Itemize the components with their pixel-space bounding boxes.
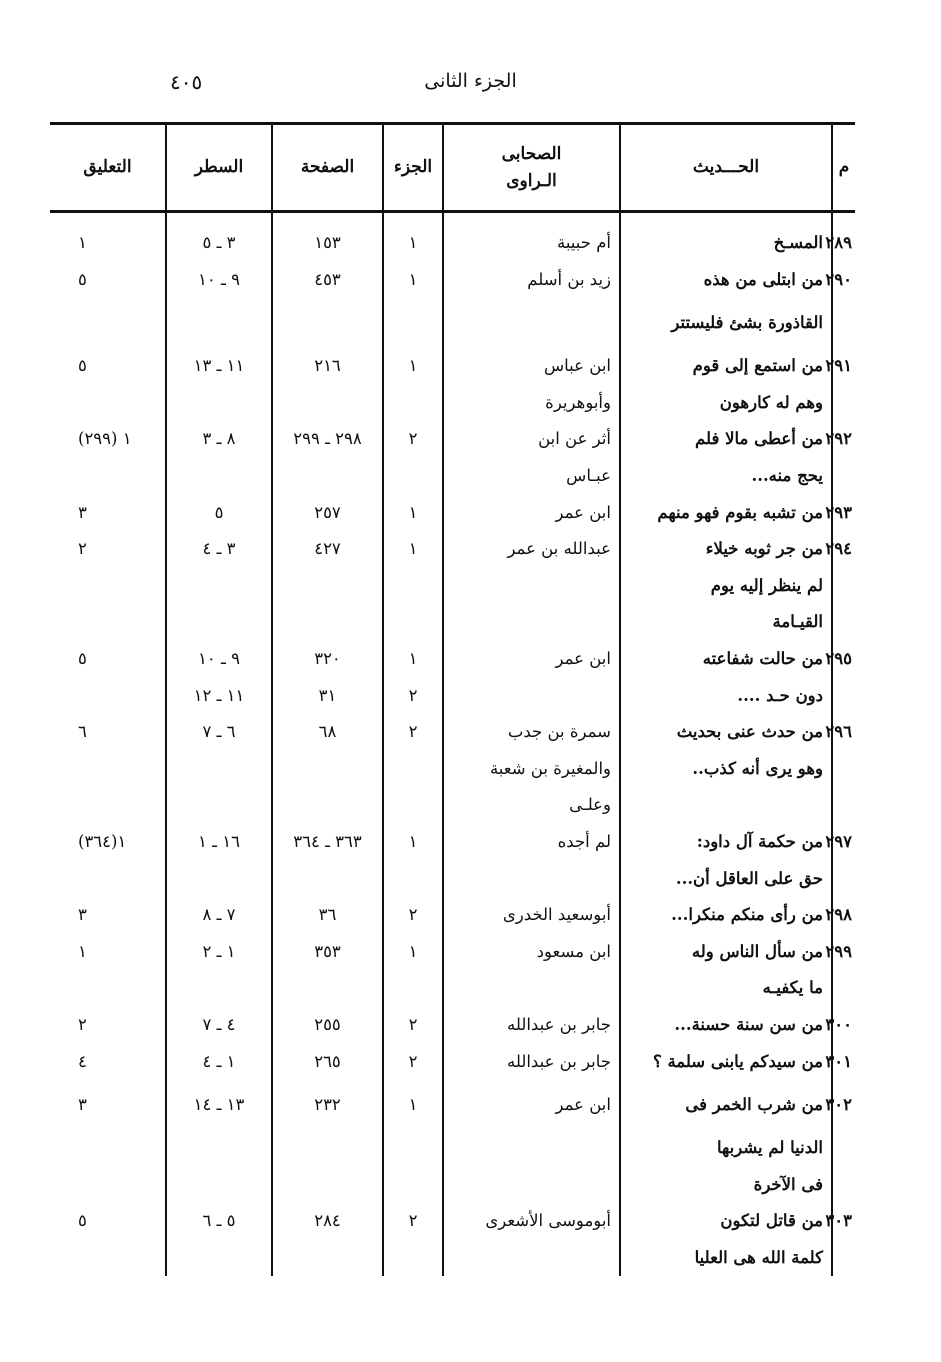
cell-line: ٩ ـ ١٠ [166,262,272,299]
cell-page: ٢٦٥ [272,1043,383,1080]
cell-juz: ٢ [383,678,443,715]
table-row [50,604,855,641]
cell-page: ٣٢٠ [272,641,383,678]
cell-sahabi: عبـاس [443,458,620,495]
cell-note: ٥ [78,269,87,289]
cell-num [832,751,855,788]
cell-note: ١ [78,233,87,253]
cell-line: ١٦ ـ ١ [166,824,272,861]
cell-sahabi: أم حبيبة [443,225,620,262]
table-row [50,970,855,1007]
cell-sahabi: ابن عمر [443,641,620,678]
cell-juz: ٢ [383,1043,443,1080]
cell-page: ٤٥٣ [272,262,383,299]
cell-page: ٣٦٣ ـ ٣٦٤ [272,824,383,861]
cell-line [166,385,272,422]
cell-num [832,1240,855,1277]
cell-juz: ١ [383,225,443,262]
cell-note [50,1240,166,1277]
cell-juz [383,298,443,348]
cell-hadith: من حكمة آل داود: [620,824,832,861]
cell-num [832,787,855,824]
table-row [50,298,855,348]
cell-line [166,298,272,348]
cell-sahabi: لم أجده [443,824,620,861]
table-row [50,787,855,824]
cell-hadith: فى الآخرة [620,1167,832,1204]
table-row [50,751,855,788]
cell-line [166,1240,272,1277]
table-row [50,1007,855,1044]
cell-hadith: القيـامة [620,604,832,641]
cell-line: ١ ـ ٢ [166,934,272,971]
cell-page [272,970,383,1007]
cell-line: ٣ ـ ٥ [166,225,272,262]
cell-hadith: لم ينظر إليه يوم [620,568,832,605]
table-row [50,495,855,532]
cell-sahabi: سمرة بن جدب [443,714,620,751]
cell-juz: ٢ [383,1203,443,1240]
cell-hadith: يحج منه... [620,458,832,495]
cell-sahabi: ابن عمر [443,1080,620,1130]
cell-sahabi: عبدالله بن عمر [443,531,620,568]
cell-hadith: من جر ثوبه خيلاء [620,531,832,568]
cell-sahabi: أثر عن ابن [443,421,620,458]
cell-juz [383,970,443,1007]
table-row [50,421,855,458]
table-row [50,678,855,715]
cell-line: ١٣ ـ ١٤ [166,1080,272,1130]
cell-note [50,604,166,641]
table-row [50,1203,855,1240]
cell-hadith: من سن سنة حسنة... [620,1007,832,1044]
cell-num [832,385,855,422]
cell-num [832,604,855,641]
cell-page [272,568,383,605]
cell-line: ٣ ـ ٤ [166,531,272,568]
cell-hadith: من أعطى مالا فلم [620,421,832,458]
cell-line: ٤ ـ ٧ [166,1007,272,1044]
cell-line [166,568,272,605]
table-row [50,458,855,495]
cell-hadith: من ابتلى من هذه [620,262,832,299]
table-row [50,641,855,678]
table-header-row [50,124,855,212]
cell-num: ٢٩٩ [832,934,855,971]
col-header-hadith: الحـــديث [620,124,832,212]
cell-juz [383,1130,443,1167]
table-row [50,531,855,568]
cell-note: ١ (٢٩٩) [78,429,132,449]
cell-note [50,1130,166,1167]
cell-num: ٢٩٥ [832,641,855,678]
cell-hadith: من شرب الخمر فى [620,1080,832,1130]
cell-line: ٦ ـ ٧ [166,714,272,751]
cell-juz: ٢ [383,714,443,751]
cell-note: ٣ [78,905,87,925]
cell-page: ٢٨٤ [272,1203,383,1240]
cell-juz: ٢ [383,421,443,458]
cell-note [50,970,166,1007]
cell-line: ٩ ـ ١٠ [166,641,272,678]
cell-page: ٤٢٧ [272,531,383,568]
running-title: الجزء الثانى [424,70,517,92]
cell-num [832,458,855,495]
table-row [50,714,855,751]
cell-page [272,385,383,422]
cell-num: ٢٩٠ [832,262,855,299]
col-header-note: التعليق [50,124,166,212]
cell-sahabi [443,1167,620,1204]
cell-page: ٢٥٧ [272,495,383,532]
col-header-line: السطر [166,124,272,212]
cell-sahabi: وعلـى [443,787,620,824]
page-header [0,70,941,100]
cell-page: ٣٥٣ [272,934,383,971]
cell-juz [383,861,443,898]
cell-hadith: دون حـد .... [620,678,832,715]
col-header-sahabi-line2: الـراوى [506,170,557,191]
cell-num: ٣٠٣ [832,1203,855,1240]
col-header-page: الصفحة [272,124,383,212]
cell-note [50,385,166,422]
cell-line [166,787,272,824]
cell-line [166,861,272,898]
cell-hadith: من حدث عنى بحديث [620,714,832,751]
table-row [50,1080,855,1130]
cell-juz [383,458,443,495]
cell-num: ٢٩٢ [832,421,855,458]
cell-sahabi [443,970,620,1007]
cell-page: ٢٥٥ [272,1007,383,1044]
cell-num: ٣٠٠ [832,1007,855,1044]
cell-line [166,970,272,1007]
cell-sahabi [443,604,620,641]
cell-line: ١ ـ ٤ [166,1043,272,1080]
cell-hadith: حق على العاقل أن... [620,861,832,898]
cell-note: ٤ [78,1051,87,1071]
col-header-sahabi [443,124,620,212]
cell-hadith: كلمة الله هى العليا [620,1240,832,1277]
table-row [50,568,855,605]
cell-sahabi: زيد بن أسلم [443,262,620,299]
cell-line [166,604,272,641]
cell-note [50,1167,166,1204]
cell-hadith: وهو يرى أنه كذب.. [620,751,832,788]
cell-juz [383,1167,443,1204]
hadith-index-table [50,122,855,1276]
cell-sahabi [443,678,620,715]
table-body [50,212,855,1277]
cell-num [832,678,855,715]
cell-juz: ١ [383,1080,443,1130]
cell-sahabi [443,861,620,898]
cell-juz: ١ [383,531,443,568]
cell-sahabi: جابر بن عبدالله [443,1043,620,1080]
cell-page: ٣١ [272,678,383,715]
cell-num [832,568,855,605]
cell-page [272,1240,383,1277]
cell-page [272,787,383,824]
spacer-row [50,212,855,226]
table-row [50,1043,855,1080]
cell-hadith: المسـخ [620,225,832,262]
table-row [50,348,855,385]
cell-line [166,1130,272,1167]
cell-juz [383,1240,443,1277]
page-number: ٤٠٥ [170,70,203,94]
cell-sahabi: أبوموسى الأشعرى [443,1203,620,1240]
cell-page [272,458,383,495]
cell-line: ٥ ـ ٦ [166,1203,272,1240]
cell-sahabi [443,568,620,605]
table-row [50,385,855,422]
cell-sahabi [443,1130,620,1167]
cell-sahabi: ابن عمر [443,495,620,532]
cell-page [272,604,383,641]
cell-juz: ١ [383,824,443,861]
cell-hadith: ما يكفيـه [620,970,832,1007]
cell-note [50,458,166,495]
table-row [50,824,855,861]
cell-num [832,1167,855,1204]
cell-note [50,861,166,898]
cell-line [166,458,272,495]
cell-note: ٥ [78,1211,87,1231]
cell-line: ١١ ـ ١٣ [166,348,272,385]
cell-num: ٣٠١ [832,1043,855,1080]
cell-page: ٢٩٨ ـ ٢٩٩ [272,421,383,458]
cell-line: ١١ ـ ١٢ [166,678,272,715]
cell-page [272,298,383,348]
table-row [50,262,855,299]
cell-page [272,1130,383,1167]
cell-hadith: من حالت شفاعته [620,641,832,678]
cell-page [272,1167,383,1204]
cell-hadith: من قاتل لتكون [620,1203,832,1240]
cell-note: ٥ [78,356,87,376]
table-row [50,1240,855,1277]
cell-page [272,861,383,898]
table-row [50,225,855,262]
cell-line [166,751,272,788]
cell-page: ١٥٣ [272,225,383,262]
cell-hadith: وهم له كارهون [620,385,832,422]
table-row [50,1130,855,1167]
col-header-sahabi-line1: الصحابى [501,143,562,164]
cell-num: ٢٩٨ [832,897,855,934]
cell-sahabi [443,298,620,348]
cell-juz [383,568,443,605]
table-row [50,861,855,898]
cell-note [50,751,166,788]
cell-juz: ٢ [383,1007,443,1044]
cell-hadith [620,787,832,824]
cell-note: ٦ [78,722,87,742]
cell-num: ٢٩١ [832,348,855,385]
cell-juz: ١ [383,495,443,532]
cell-note: ٢ [78,539,87,559]
cell-note [50,787,166,824]
cell-sahabi: ابن مسعود [443,934,620,971]
cell-line: ٧ ـ ٨ [166,897,272,934]
cell-note: ٥ [78,648,87,668]
cell-hadith: الدنيا لم يشربها [620,1130,832,1167]
cell-juz [383,385,443,422]
cell-sahabi: أبوسعيد الخدرى [443,897,620,934]
cell-num [832,1130,855,1167]
cell-hadith: من تشبه بقوم فهو منهم [620,495,832,532]
cell-hadith: من سأل الناس وله [620,934,832,971]
cell-juz: ١ [383,934,443,971]
cell-num: ٢٩٧ [832,824,855,861]
cell-num [832,298,855,348]
cell-juz: ٢ [383,897,443,934]
cell-num: ٢٩٤ [832,531,855,568]
cell-note [50,298,166,348]
cell-page: ٦٨ [272,714,383,751]
cell-juz [383,604,443,641]
cell-num: ٣٠٢ [832,1080,855,1130]
cell-line [166,1167,272,1204]
cell-hadith: من سيدكم يابنى سلمة ؟ [620,1043,832,1080]
cell-num [832,970,855,1007]
table-row [50,1167,855,1204]
cell-num: ٢٨٩ [832,225,855,262]
table-row [50,934,855,971]
cell-line: ٥ [166,495,272,532]
cell-note: ١ [78,941,87,961]
cell-page: ٢١٦ [272,348,383,385]
cell-sahabi [443,1240,620,1277]
cell-note: ٣ [78,502,87,522]
cell-note: ٢ [78,1014,87,1034]
cell-note: ٣ [78,1094,87,1114]
cell-page: ٢٣٢ [272,1080,383,1130]
cell-sahabi: وأبوهريرة [443,385,620,422]
cell-note: ١(٣٦٤) [78,831,127,851]
cell-sahabi: والمغيرة بن شعبة [443,751,620,788]
cell-page [272,751,383,788]
cell-hadith: القاذورة بشئ فليستتر [620,298,832,348]
cell-line: ٨ ـ ٣ [166,421,272,458]
cell-juz [383,751,443,788]
table-row [50,897,855,934]
cell-num [832,861,855,898]
cell-sahabi: جابر بن عبدالله [443,1007,620,1044]
cell-page: ٣٦ [272,897,383,934]
cell-note [50,678,166,715]
cell-sahabi: ابن عباس [443,348,620,385]
cell-hadith: من استمع إلى قوم [620,348,832,385]
cell-note [50,568,166,605]
col-header-num: م [832,124,855,212]
cell-juz: ١ [383,262,443,299]
cell-juz: ١ [383,641,443,678]
cell-juz [383,787,443,824]
cell-juz: ١ [383,348,443,385]
cell-hadith: من رأى منكم منكرا... [620,897,832,934]
cell-num: ٢٩٦ [832,714,855,751]
col-header-juz: الجزء [383,124,443,212]
cell-num: ٢٩٣ [832,495,855,532]
